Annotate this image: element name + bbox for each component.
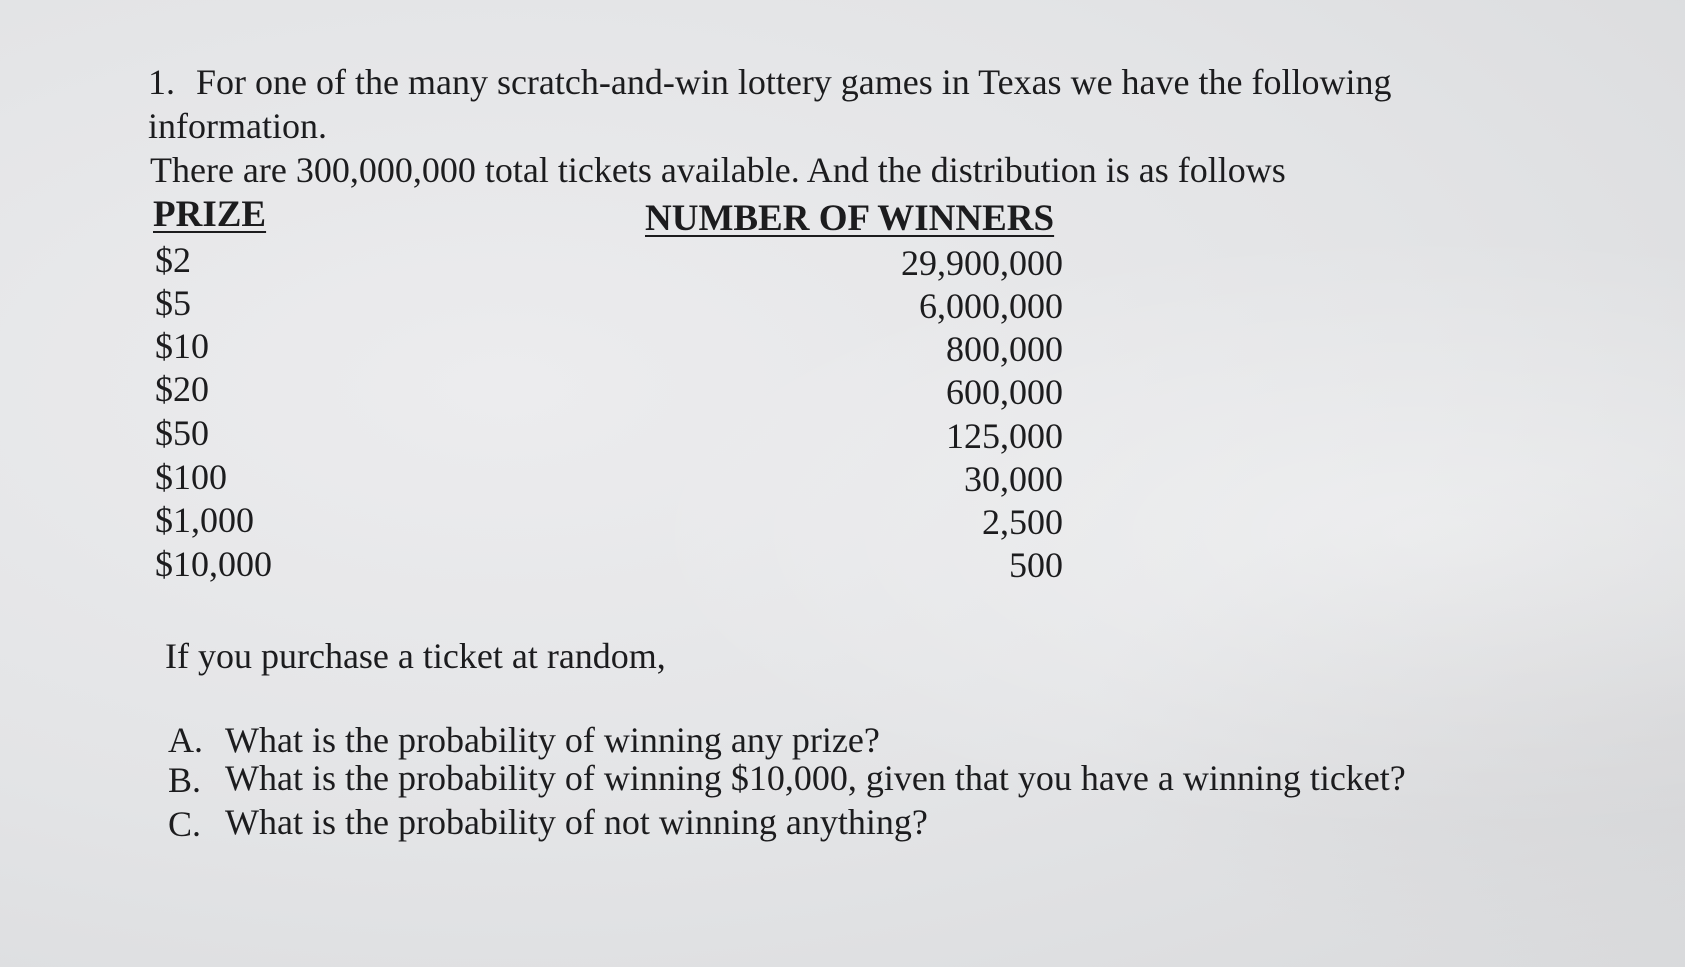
prize-cell: $20 — [155, 369, 209, 409]
prize-cell: $2 — [155, 240, 191, 280]
prize-cell: $10 — [155, 326, 209, 366]
winners-cell: 500 — [1009, 545, 1063, 585]
winners-cell: 125,000 — [946, 416, 1063, 456]
part-c-letter: C. — [168, 804, 202, 844]
prize-cell: $10,000 — [155, 544, 272, 584]
winners-cell: 30,000 — [964, 459, 1063, 499]
prize-cell: $50 — [155, 413, 209, 453]
prize-cell: $100 — [155, 457, 227, 497]
winners-cell: 2,500 — [982, 502, 1063, 542]
winners-cell: 600,000 — [946, 372, 1063, 412]
question-number: 1. — [148, 62, 175, 102]
question-text-line-2: information. — [148, 106, 327, 146]
question-text-line-1: For one of the many scratch-and-win lottery games in Texas we have the following — [196, 62, 1392, 102]
winners-cell: 800,000 — [946, 329, 1063, 369]
prize-cell: $5 — [155, 283, 191, 323]
prize-column-header: PRIZE — [153, 194, 267, 235]
winners-column-header: NUMBER OF WINNERS — [645, 198, 1055, 239]
part-a-text: What is the probability of winning any prize? — [225, 720, 880, 760]
part-c-text: What is the probability of not winning anything? — [225, 802, 928, 842]
question-intro: There are 300,000,000 total tickets available. And the distribution is as follows — [150, 150, 1286, 190]
winners-cell: 29,900,000 — [901, 243, 1063, 283]
question-prompt: If you purchase a ticket at random, — [165, 636, 666, 676]
part-b-text: What is the probability of winning $10,000, given that you have a winning ticket? — [225, 758, 1406, 798]
part-b-letter: B. — [168, 760, 202, 800]
prize-cell: $1,000 — [155, 500, 254, 540]
winners-cell: 6,000,000 — [919, 286, 1063, 326]
part-a-letter: A. — [168, 720, 203, 760]
